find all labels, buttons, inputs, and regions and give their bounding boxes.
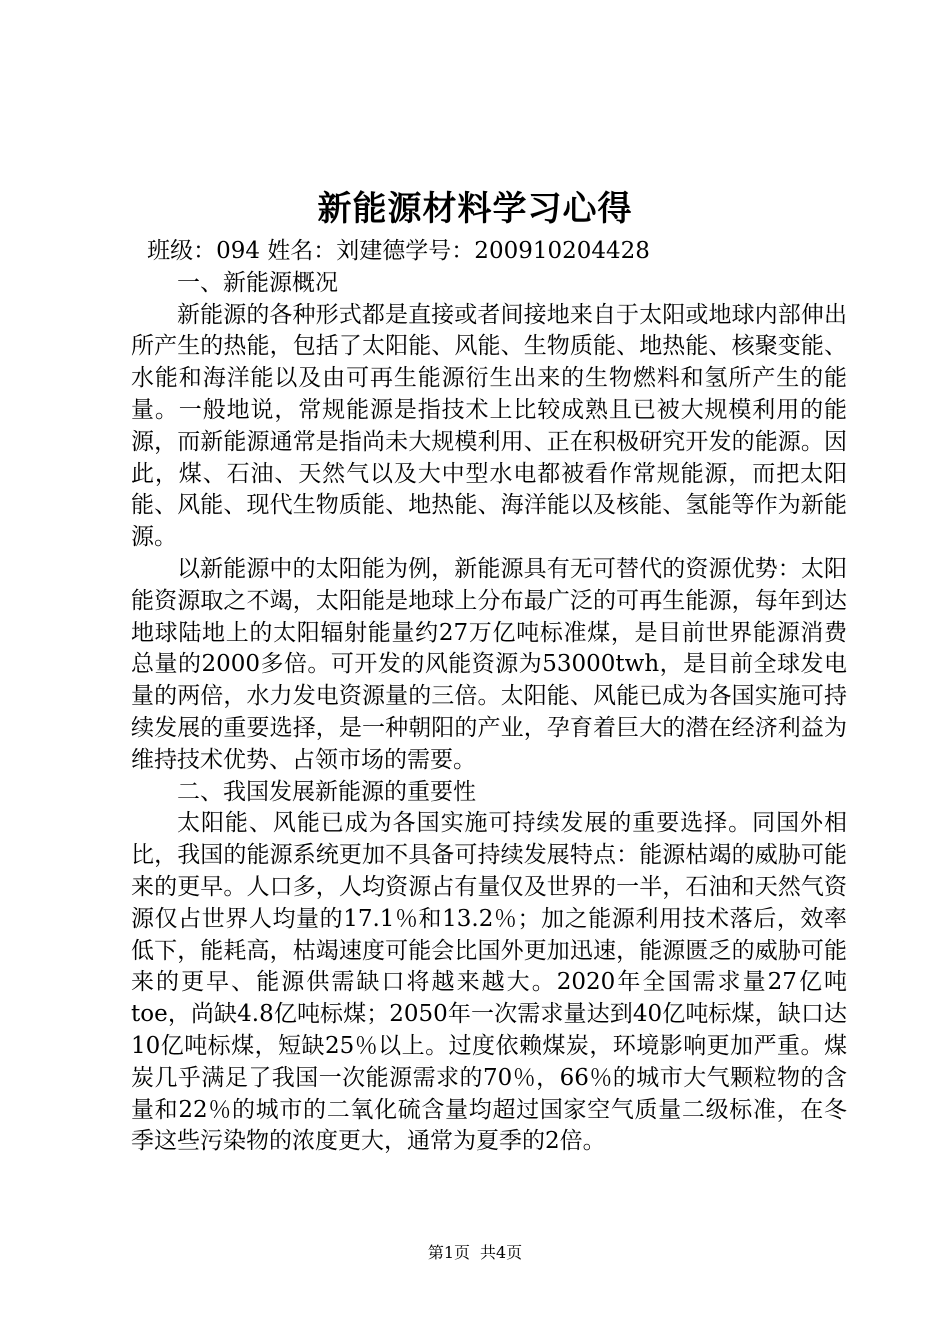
document-title: 新能源材料学习心得 (317, 189, 633, 229)
document-body (131, 236, 847, 1158)
page-number: 第1页 (427, 1243, 470, 1262)
paragraph: 太阳能、风能已成为各国实施可持续发展的重要选择。同国外相比，我国的能源系统更加不具备可持续发展特点：能源枯竭的威胁可能来的更早。人口多，人均资源占有量仅及世界的一半，石油和天然气资源仅占世界人均量的17.1％和13.2％；加之能源利用技术落后，效率低下，能耗高，枯竭速度可能会比国外更加迅速，能源匮乏的威胁可能来的更早、能源供需缺口将越来越大。2020年全国需求量27亿吨toe，尚缺4.8亿吨标煤；2050年一次需求量达到40亿吨标煤，缺口达10亿吨标煤，短缺25％以上。过度依赖煤炭，环境影响更加严重。煤炭几乎满足了我国一次能源需求的70％，66％的城市大气颗粒物的含量和22％的城市的二氧化硫含量均超过国家空气质量二级标准，在冬季这些污染物的浓度更大，通常为夏季的2倍。 (131, 810, 847, 1155)
author-info-line: 班级：094 姓名：刘建德学号：200910204428 (147, 238, 650, 264)
page-footer (0, 1242, 950, 1264)
section-heading-importance: 二、我国发展新能源的重要性 (177, 778, 476, 805)
paragraph: 新能源的各种形式都是直接或者间接地来自于太阳或地球内部伸出所产生的热能，包括了太阳能、风能、生物质能、地热能、核聚变能、水能和海洋能以及由可再生能源衍生出来的生物燃料和氢所产生的能量。一般地说，常规能源是指技术上比较成熟且已被大规模利用的能源，而新能源通常是指尚未大规模利用、正在积极研究开发的能源。因此，煤、石油、天然气以及大中型水电都被看作常规能源，而把太阳能、风能、现代生物质能、地热能、海洋能以及核能、氢能等作为新能源。 (131, 301, 847, 551)
paragraph: 以新能源中的太阳能为例，新能源具有无可替代的资源优势：太阳能资源取之不竭，太阳能是地球上分布最广泛的可再生能源，每年到达地球陆地上的太阳辐射能量约27万亿吨标准煤，是目前世界能源消费总量的2000多倍。可开发的风能资源为53000twh，是目前全球发电量的两倍，水力发电资源量的三倍。太阳能、风能已成为各国实施可持续发展的重要选择，是一种朝阳的产业，孕育着巨大的潜在经济利益为维持技术优势、占领市场的需要。 (131, 555, 847, 773)
section-heading-overview: 一、新能源概况 (177, 269, 338, 296)
page-total: 共4页 (480, 1243, 523, 1262)
